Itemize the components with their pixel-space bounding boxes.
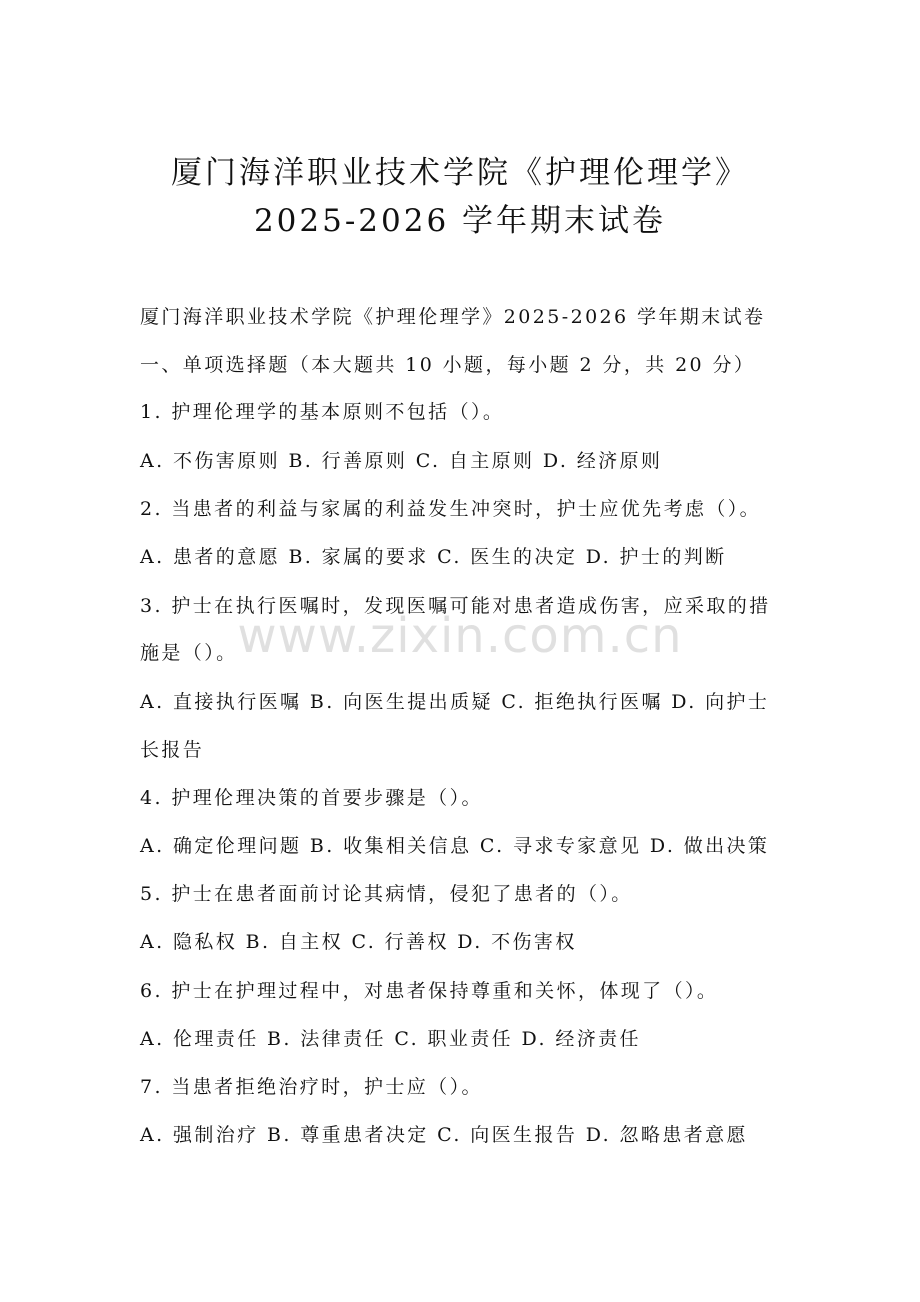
intro-line: 厦门海洋职业技术学院《护理伦理学》2025-2026 学年期末试卷 bbox=[140, 306, 766, 328]
question-7: 7. 当患者拒绝治疗时，护士应（）。 bbox=[140, 1076, 483, 1098]
watermark: www.zixin.com.cn bbox=[237, 608, 683, 664]
question-5: 5. 护士在患者面前讨论其病情，侵犯了患者的（）。 bbox=[140, 883, 633, 905]
section-heading: 一、单项选择题（本大题共 10 小题，每小题 2 分，共 20 分） bbox=[140, 354, 756, 376]
options-7: A. 强制治疗 B. 尊重患者决定 C. 向医生报告 D. 忽略患者意愿 bbox=[140, 1124, 748, 1146]
question-6: 6. 护士在护理过程中，对患者保持尊重和关怀，体现了（）。 bbox=[140, 980, 719, 1002]
options-6: A. 伦理责任 B. 法律责任 C. 职业责任 D. 经济责任 bbox=[140, 1028, 641, 1050]
options-3-continued: 长报告 bbox=[140, 739, 205, 761]
question-3: 3. 护士在执行医嘱时，发现医嘱可能对患者造成伤害，应采取的措 bbox=[140, 595, 771, 617]
options-2: A. 患者的意愿 B. 家属的要求 C. 医生的决定 D. 护士的判断 bbox=[140, 546, 727, 568]
question-2: 2. 当患者的利益与家属的利益发生冲突时，护士应优先考虑（）。 bbox=[140, 498, 762, 520]
options-3: A. 直接执行医嘱 B. 向医生提出质疑 C. 拒绝执行医嘱 D. 向护士 bbox=[140, 691, 770, 713]
question-3-continued: 施是（）。 bbox=[140, 642, 238, 664]
options-4: A. 确定伦理问题 B. 收集相关信息 C. 寻求专家意见 D. 做出决策 bbox=[140, 835, 770, 857]
options-5: A. 隐私权 B. 自主权 C. 行善权 D. 不伤害权 bbox=[140, 931, 577, 953]
question-1: 1. 护理伦理学的基本原则不包括（）。 bbox=[140, 401, 505, 423]
document-title-line-1: 厦门海洋职业技术学院《护理伦理学》 bbox=[171, 155, 749, 191]
options-1: A. 不伤害原则 B. 行善原则 C. 自主原则 D. 经济原则 bbox=[140, 450, 663, 472]
question-4: 4. 护理伦理决策的首要步骤是（）。 bbox=[140, 787, 483, 809]
document-title-line-2: 2025-2026 学年期末试卷 bbox=[253, 203, 667, 239]
